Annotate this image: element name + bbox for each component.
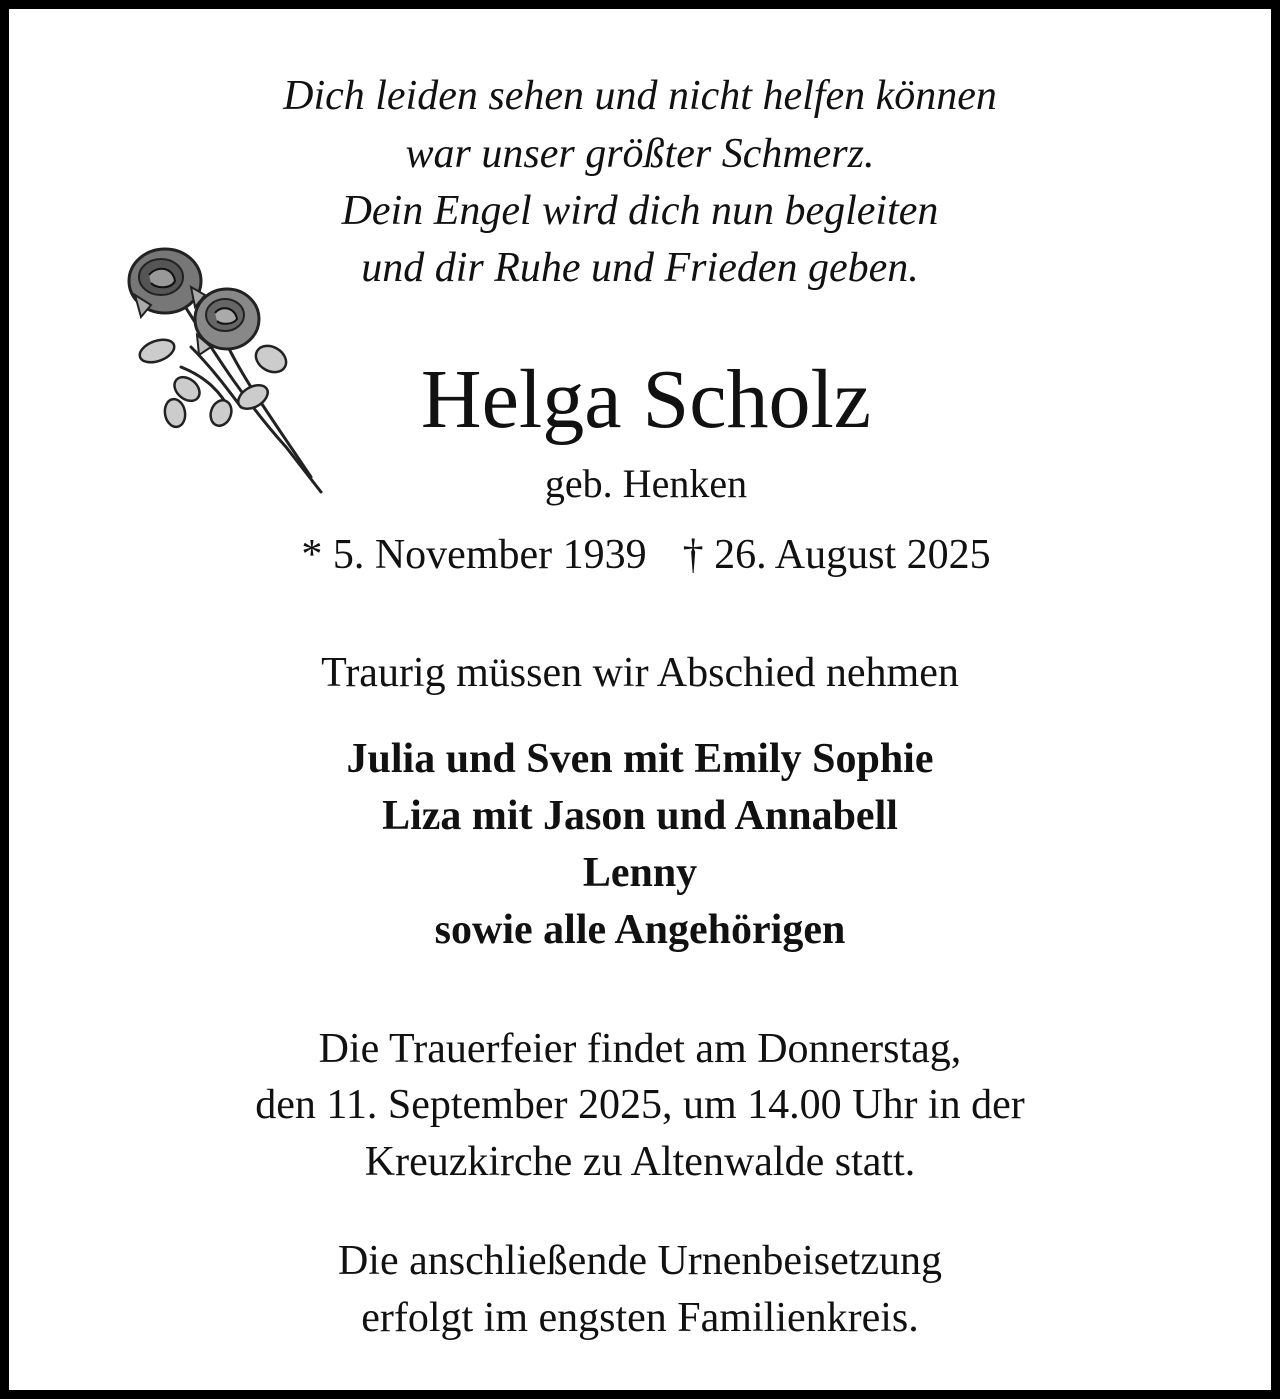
poem-line-2: war unser größter Schmerz. [405, 131, 875, 177]
service-line-1: Die Trauerfeier findet am Donnerstag, [318, 1026, 962, 1072]
family-line-3: Lenny [582, 850, 698, 896]
death-date: † 26. August 2025 [682, 532, 991, 578]
birth-date: * 5. November 1939 [301, 532, 647, 578]
life-dates [15, 530, 1277, 580]
burial-line-2: erfolgt im engsten Familienkreis. [361, 1295, 919, 1341]
poem-line-4: und dir Ruhe und Frieden geben. [361, 245, 919, 291]
family-line-2: Liza mit Jason und Annabell [382, 793, 898, 839]
maiden-name: geb. Henken [544, 461, 748, 506]
family-line-1: Julia und Sven mit Emily Sophie [346, 736, 934, 782]
service-line-3: Kreuzkirche zu Altenwalde statt. [364, 1139, 916, 1185]
poem-line-3: Dein Engel wird dich nun begleiten [341, 188, 939, 234]
farewell-text: Traurig müssen wir Abschied nehmen [321, 650, 959, 696]
service-line-2: den 11. September 2025, um 14.00 Uhr in der [255, 1082, 1025, 1128]
deceased-name: Helga Scholz [420, 353, 872, 446]
burial-line-1: Die anschließende Urnenbeisetzung [337, 1238, 943, 1284]
poem-line-1: Dich leiden sehen und nicht helfen können [283, 73, 997, 119]
family-line-4: sowie alle Angehörigen [434, 907, 846, 953]
